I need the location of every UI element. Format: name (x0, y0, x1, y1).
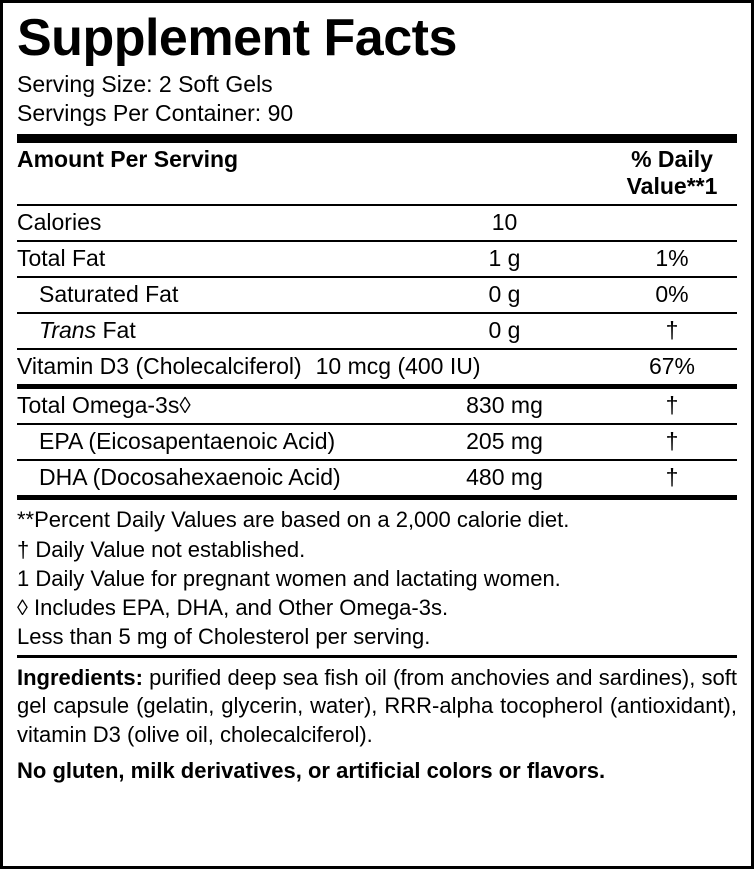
row-amount-saturated-fat: 0 g (402, 277, 607, 313)
ingredients-text: purified deep sea fish oil (from anchovies and sardines), soft gel capsule (gelatin, glycerin, water), RRR-alpha tocopherol (antioxidant), vitamin D3 (olive oil, cholecalciferol). (17, 664, 737, 747)
row-amount-trans-fat: 0 g (402, 313, 607, 349)
header-amount-per-serving: Amount Per Serving (17, 143, 402, 205)
row-name-dha: DHA (Docosahexaenoic Acid) (17, 460, 402, 498)
row-name-total-omega-3s: Total Omega-3s◊ (17, 387, 402, 425)
row-amount-total-fat: 1 g (402, 241, 607, 277)
footnote-percent-dv: **Percent Daily Values are based on a 2,000 calorie diet. (17, 507, 570, 533)
trans-italic: Trans (39, 317, 97, 344)
table-row (17, 205, 737, 241)
page-title: Supplement Facts (17, 9, 457, 67)
footnote-pregnant: 1 Daily Value for pregnant women and lactating women. (17, 565, 561, 591)
header-spacer (402, 143, 607, 205)
row-name-trans-fat: Trans Fat (17, 313, 402, 349)
row-dv-calories (607, 205, 737, 241)
table-row (17, 349, 737, 387)
row-vitamin-d3 (17, 349, 607, 387)
table-row (17, 313, 737, 349)
row-amount-epa: 205 mg (402, 424, 607, 460)
footnote-cholesterol: Less than 5 mg of Cholesterol per serving. (17, 623, 431, 649)
row-dv-vitamin-d3: 67% (607, 349, 737, 387)
row-name-calories: Calories (17, 205, 402, 241)
table-row (17, 460, 737, 498)
row-dv-total-fat: 1% (607, 241, 737, 277)
divider-thick-top (17, 134, 737, 143)
header-daily-value: % Daily Value**1 (607, 143, 737, 205)
nutrition-table (17, 143, 737, 500)
row-amount-vitamin-d3: 10 mcg (400 IU) (315, 353, 481, 380)
table-row (17, 241, 737, 277)
footnote-omega-diamond: ◊ Includes EPA, DHA, and Other Omega-3s. (17, 594, 449, 620)
servings-per-container: Servings Per Container: 90 (17, 100, 294, 127)
table-row (17, 424, 737, 460)
row-dv-dha: † (607, 460, 737, 498)
table-row (17, 277, 737, 313)
footnote-dagger: † Daily Value not established. (17, 536, 306, 562)
row-dv-saturated-fat: 0% (607, 277, 737, 313)
row-dv-trans-fat: † (607, 313, 737, 349)
ingredients-label: Ingredients: (17, 664, 143, 690)
row-dv-epa: † (607, 424, 737, 460)
allergen-statement: No gluten, milk derivatives, or artificial colors or flavors. (17, 758, 606, 784)
row-dv-total-omega-3s: † (607, 387, 737, 425)
row-name-vitamin-d3: Vitamin D3 (Cholecalciferol) (17, 353, 302, 380)
row-name-epa: EPA (Eicosapentaenoic Acid) (17, 424, 402, 460)
row-amount-calories: 10 (402, 205, 607, 241)
row-amount-total-omega-3s: 830 mg (402, 387, 607, 425)
ingredients-block (17, 658, 737, 750)
serving-size: Serving Size: 2 Soft Gels (17, 70, 273, 97)
footnotes (17, 500, 737, 650)
row-name-saturated-fat: Saturated Fat (17, 277, 402, 313)
table-row (17, 387, 737, 425)
row-amount-dha: 480 mg (402, 460, 607, 498)
row-name-total-fat: Total Fat (17, 241, 402, 277)
table-header-row (17, 143, 737, 205)
